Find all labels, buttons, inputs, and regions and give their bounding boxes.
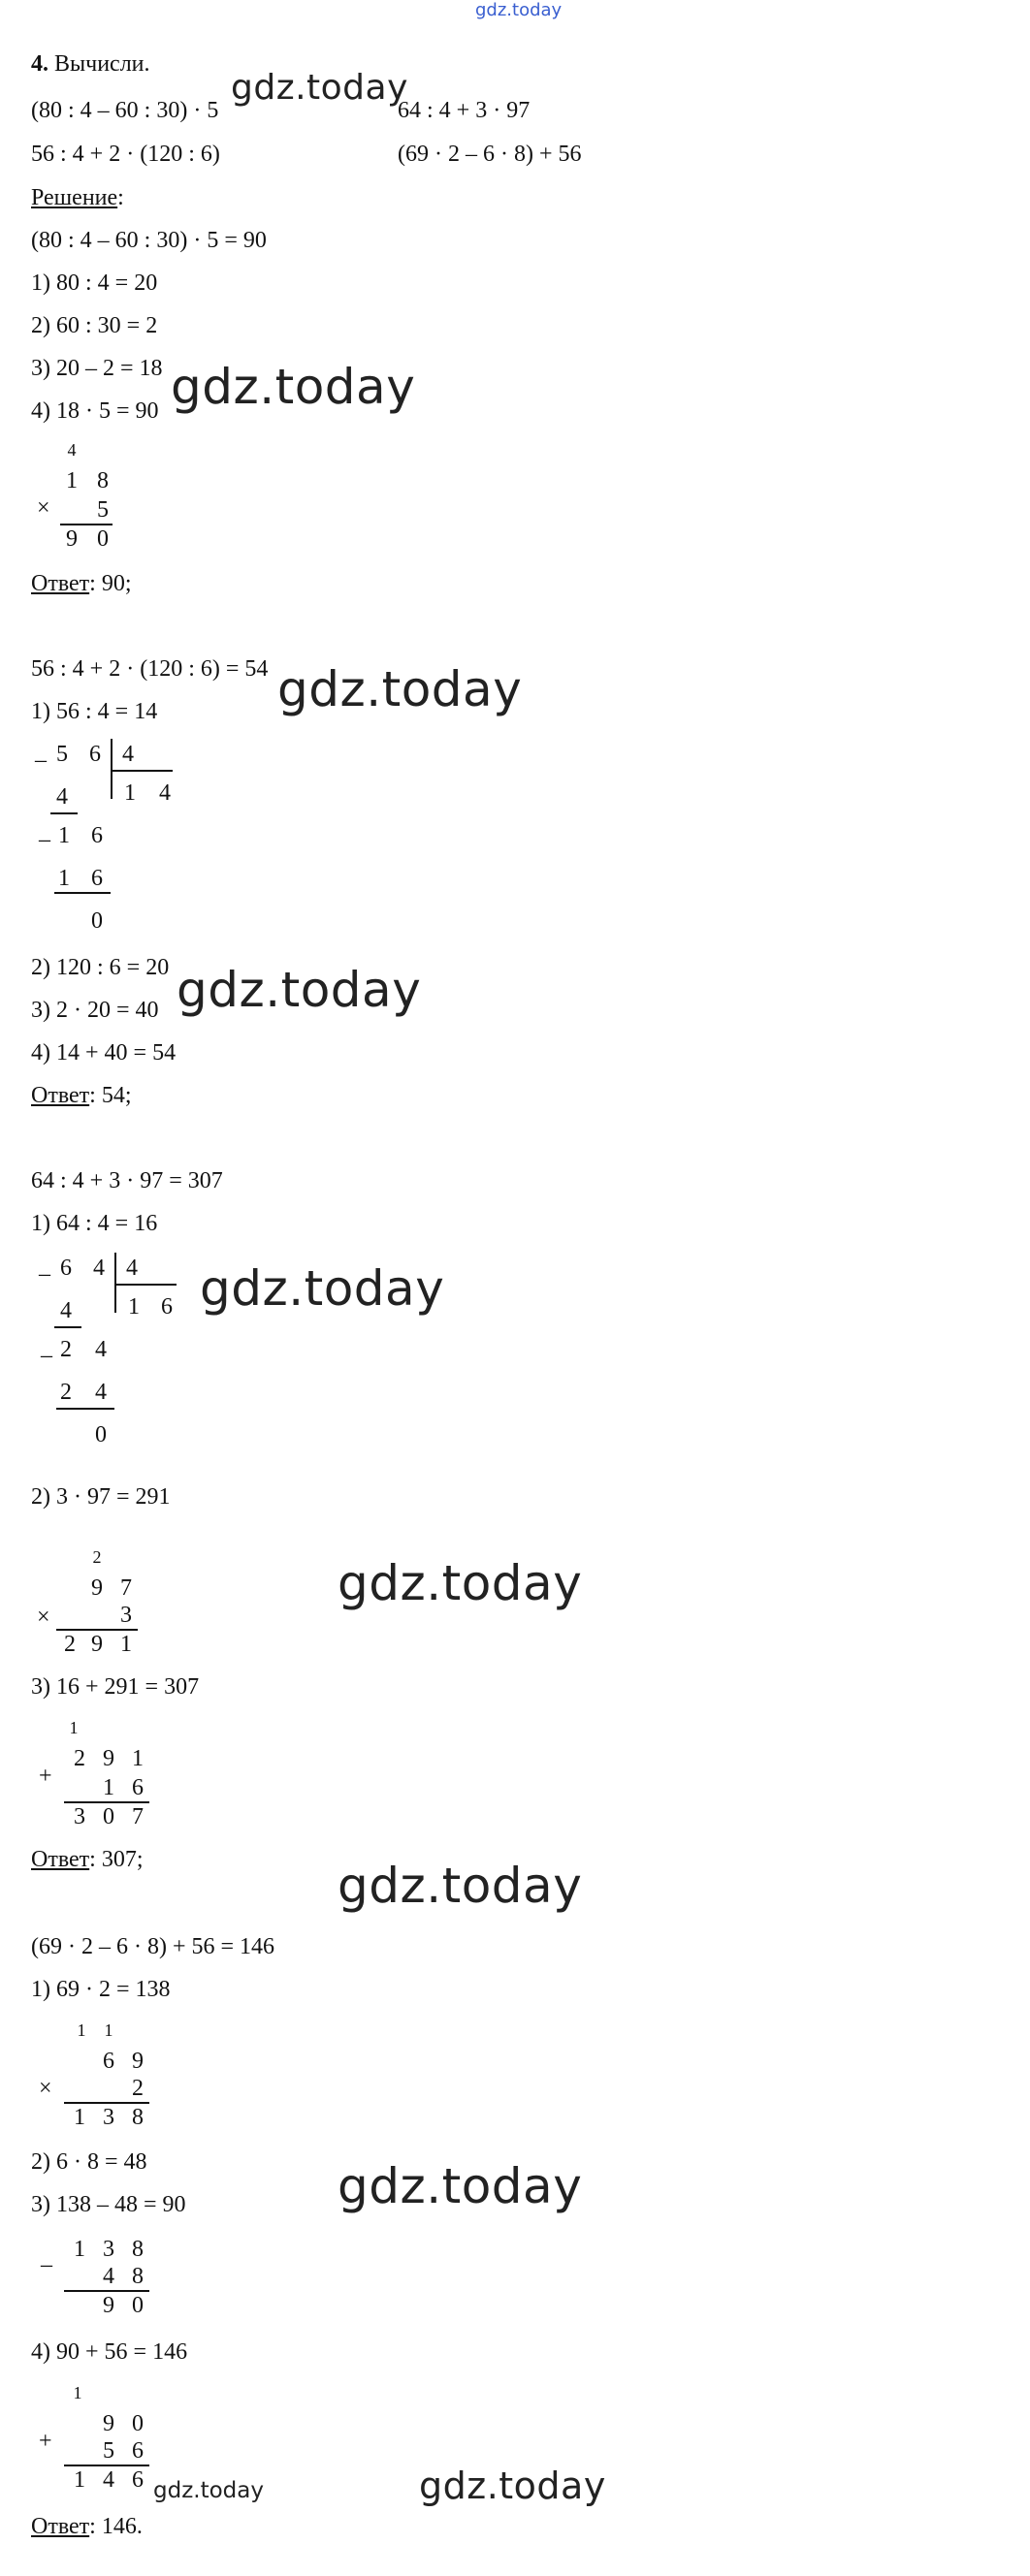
digit: 6 xyxy=(132,2438,144,2464)
part2-step: 1) 56 : 4 = 14 xyxy=(31,699,158,724)
carry-digit: 1 xyxy=(104,2020,113,2040)
digit: 7 xyxy=(132,1804,144,1829)
part3-main: 64 : 4 + 3 · 97 = 307 xyxy=(31,1168,223,1193)
part2-answer xyxy=(31,1082,132,1109)
divisor: 4 xyxy=(122,742,134,767)
plus-sign: + xyxy=(39,1764,52,1789)
carry-digit: 4 xyxy=(67,440,77,460)
watermark: gdz.today xyxy=(338,2158,583,2214)
answer-value: : 307; xyxy=(89,1847,144,1872)
part1-step: 2) 60 : 30 = 2 xyxy=(31,313,158,338)
watermark: gdz.today xyxy=(338,1555,583,1611)
digit: 4 xyxy=(93,1256,105,1281)
part3-answer xyxy=(31,1846,144,1873)
digit: 4 xyxy=(103,2264,114,2289)
task-expr-2: 64 : 4 + 3 · 97 xyxy=(398,98,531,123)
multiply-sign: × xyxy=(37,1605,50,1630)
watermark: gdz.today xyxy=(419,2465,606,2507)
digit: 2 xyxy=(132,2076,144,2101)
digit: 2 xyxy=(60,1380,72,1405)
digit: 1 xyxy=(58,866,70,891)
answer-value: : 54; xyxy=(89,1083,132,1108)
rule-line xyxy=(54,892,111,894)
part1-answer xyxy=(31,570,132,597)
division-bar xyxy=(114,1253,116,1313)
digit: 3 xyxy=(103,2105,114,2130)
digit: 9 xyxy=(91,1575,103,1601)
digit: 6 xyxy=(91,823,103,848)
solution-label: Решение xyxy=(31,185,118,210)
digit: 5 xyxy=(97,497,109,523)
quotient-digit: 1 xyxy=(124,780,136,806)
digit: 2 xyxy=(74,1746,85,1771)
part1-step: 3) 20 – 2 = 18 xyxy=(31,356,163,381)
digit: 0 xyxy=(132,2411,144,2436)
digit: 9 xyxy=(103,2293,114,2318)
part1-step: 1) 80 : 4 = 20 xyxy=(31,270,158,296)
digit: 3 xyxy=(103,2237,114,2262)
digit: 8 xyxy=(132,2237,144,2262)
digit: 6 xyxy=(89,742,101,767)
carry-digit: 1 xyxy=(69,1718,79,1737)
division-bar xyxy=(111,739,113,799)
digit: 4 xyxy=(95,1337,107,1362)
digit: 4 xyxy=(60,1298,72,1323)
task-expr-3: 56 : 4 + 2 · (120 : 6) xyxy=(31,142,220,167)
digit: 6 xyxy=(60,1256,72,1281)
part4-answer xyxy=(31,2513,143,2540)
part2-step: 4) 14 + 40 = 54 xyxy=(31,1040,177,1065)
digit: 9 xyxy=(132,2049,144,2074)
carry-digit: 1 xyxy=(73,2383,82,2402)
digit: 5 xyxy=(103,2438,114,2464)
answer-value: : 90; xyxy=(89,571,132,596)
digit: 1 xyxy=(74,2105,85,2130)
multiply-sign: × xyxy=(37,495,50,521)
digit: 9 xyxy=(103,2411,114,2436)
part2-step: 2) 120 : 6 = 20 xyxy=(31,955,170,980)
part4-step: 4) 90 + 56 = 146 xyxy=(31,2339,188,2365)
rule-line xyxy=(50,812,78,814)
minus-sign: – xyxy=(41,2252,52,2277)
task-expr-1: (80 : 4 – 60 : 30) · 5 xyxy=(31,98,219,123)
answer-label: Ответ xyxy=(31,1083,90,1108)
carry-digit: 1 xyxy=(77,2020,86,2040)
watermark: gdz.today xyxy=(177,962,422,1018)
digit: 1 xyxy=(103,1775,114,1800)
digit: 9 xyxy=(91,1632,103,1657)
digit: 5 xyxy=(56,742,68,767)
digit: 1 xyxy=(66,468,78,493)
part4-step: 2) 6 · 8 = 48 xyxy=(31,2149,147,2175)
quotient-digit: 6 xyxy=(161,1294,173,1320)
task-expr-4: (69 · 2 – 6 · 8) + 56 xyxy=(398,142,582,167)
part2-step: 3) 2 · 20 = 40 xyxy=(31,998,159,1023)
quotient-digit: 4 xyxy=(159,780,171,806)
minus-sign: – xyxy=(39,1261,50,1287)
part3-step: 2) 3 · 97 = 291 xyxy=(31,1484,171,1510)
part4-step: 3) 138 – 48 = 90 xyxy=(31,2192,186,2217)
answer-label: Ответ xyxy=(31,2514,90,2539)
digit: 4 xyxy=(56,784,68,810)
digit: 1 xyxy=(74,2467,85,2493)
answer-label: Ответ xyxy=(31,1847,90,1872)
rule-line xyxy=(54,1326,81,1328)
digit: 4 xyxy=(103,2467,114,2493)
watermark: gdz.today xyxy=(171,359,416,415)
watermark: gdz.today xyxy=(277,661,523,717)
digit: 6 xyxy=(132,1775,144,1800)
digit: 1 xyxy=(120,1632,132,1657)
digit: 6 xyxy=(91,866,103,891)
task-number: 4. xyxy=(31,51,48,77)
digit: 8 xyxy=(97,468,109,493)
quotient-digit: 1 xyxy=(128,1294,140,1320)
rule-line xyxy=(56,1408,114,1410)
digit: 8 xyxy=(132,2105,144,2130)
multiply-sign: × xyxy=(39,2076,52,2101)
digit: 9 xyxy=(103,1746,114,1771)
carry-digit: 2 xyxy=(92,1547,102,1567)
rule-line xyxy=(111,770,173,772)
part2-main: 56 : 4 + 2 · (120 : 6) = 54 xyxy=(31,656,269,682)
task-title: Вычисли. xyxy=(54,51,150,77)
digit: 3 xyxy=(120,1603,132,1628)
minus-sign: – xyxy=(41,1343,52,1368)
minus-sign: – xyxy=(39,827,50,852)
digit: 3 xyxy=(74,1804,85,1829)
digit: 0 xyxy=(97,526,109,552)
task-heading xyxy=(31,50,150,78)
part3-step: 1) 64 : 4 = 16 xyxy=(31,1211,158,1236)
part3-step: 3) 16 + 291 = 307 xyxy=(31,1674,200,1700)
solution-heading: Решение: xyxy=(31,185,124,210)
part1-main: (80 : 4 – 60 : 30) · 5 = 90 xyxy=(31,228,267,253)
watermark: gdz.today xyxy=(231,68,408,108)
digit: 0 xyxy=(91,908,103,934)
digit: 6 xyxy=(103,2049,114,2074)
digit: 9 xyxy=(66,526,78,552)
divisor: 4 xyxy=(126,1256,138,1281)
watermark: gdz.today xyxy=(338,1858,583,1914)
digit: 6 xyxy=(132,2467,144,2493)
digit: 7 xyxy=(120,1575,132,1601)
answer-value: : 146. xyxy=(89,2514,143,2539)
digit: 0 xyxy=(103,1804,114,1829)
digit: 1 xyxy=(74,2237,85,2262)
digit: 0 xyxy=(132,2293,144,2318)
rule-line xyxy=(114,1284,177,1286)
header-watermark: gdz.today xyxy=(475,0,563,20)
digit: 8 xyxy=(132,2264,144,2289)
digit: 1 xyxy=(132,1746,144,1771)
watermark-small: gdz.today xyxy=(153,2478,264,2503)
part4-main: (69 · 2 – 6 · 8) + 56 = 146 xyxy=(31,1934,275,1959)
digit: 2 xyxy=(64,1632,76,1657)
digit: 0 xyxy=(95,1422,107,1447)
minus-sign: – xyxy=(35,747,47,773)
digit: 2 xyxy=(60,1337,72,1362)
digit: 1 xyxy=(58,823,70,848)
watermark: gdz.today xyxy=(200,1260,445,1317)
part1-step: 4) 18 · 5 = 90 xyxy=(31,398,159,424)
digit: 4 xyxy=(95,1380,107,1405)
answer-label: Ответ xyxy=(31,571,90,596)
part4-step: 1) 69 · 2 = 138 xyxy=(31,1977,171,2002)
plus-sign: + xyxy=(39,2429,52,2454)
